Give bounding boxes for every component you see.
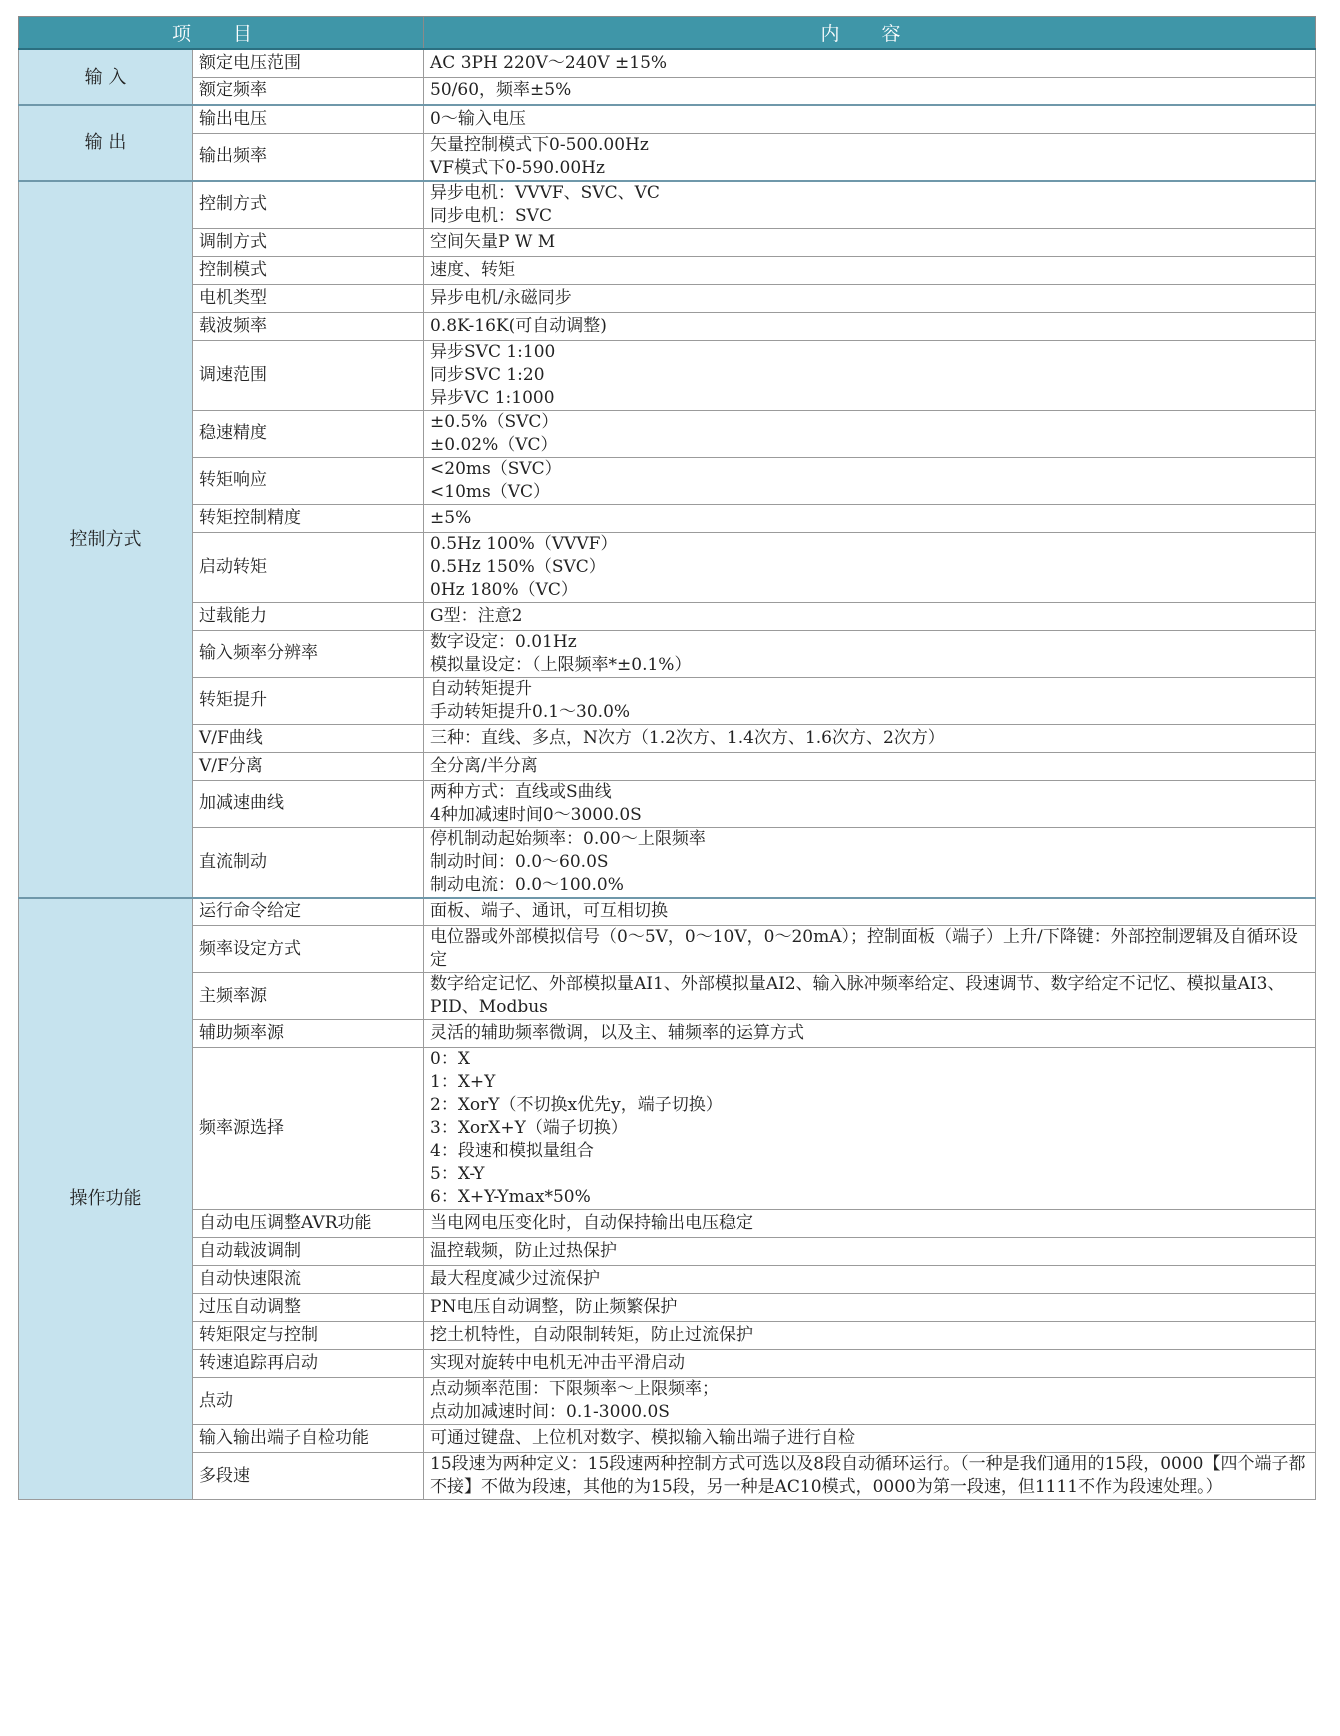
value-cell bbox=[424, 532, 1316, 602]
table-row bbox=[19, 181, 1316, 229]
value-line: 0～输入电压 bbox=[430, 108, 526, 129]
value-line: AC 3PH 220V～240V ±15% bbox=[430, 52, 668, 73]
table-row bbox=[19, 973, 1316, 1020]
item-cell: V/F分离 bbox=[193, 752, 424, 780]
item-cell: 转速追踪再启动 bbox=[193, 1350, 424, 1378]
value-line: 异步SVC 1:100 bbox=[430, 341, 556, 362]
value-cell bbox=[424, 228, 1316, 256]
value-line: VF模式下0-590.00Hz bbox=[430, 157, 605, 178]
value-line: 0.8K-16K(可自动调整) bbox=[430, 315, 607, 336]
item-cell: 启动转矩 bbox=[193, 532, 424, 602]
table-row bbox=[19, 457, 1316, 504]
value-line: 6：X+Y-Ymax*50% bbox=[430, 1187, 591, 1207]
value-line: 制动电流：0.0～100.0% bbox=[430, 874, 624, 895]
table-row bbox=[19, 504, 1316, 532]
item-cell: 额定电压范围 bbox=[193, 49, 424, 77]
table-row bbox=[19, 630, 1316, 677]
value-line: 0：X bbox=[430, 1049, 470, 1069]
item-cell: 加减速曲线 bbox=[193, 780, 424, 827]
value-line: 点动加减速时间：0.1-3000.0S bbox=[430, 1402, 670, 1422]
value-line: 2：XorY（不切换x优先y，端子切换） bbox=[430, 1095, 723, 1115]
item-cell: 直流制动 bbox=[193, 827, 424, 898]
value-line: 手动转矩提升0.1～30.0% bbox=[430, 701, 631, 722]
value-line: <10ms（VC） bbox=[430, 481, 551, 502]
value-cell bbox=[424, 181, 1316, 229]
category-cell: 输 入 bbox=[19, 49, 193, 105]
table-row bbox=[19, 1210, 1316, 1238]
value-line: 面板、端子、通讯，可互相切换 bbox=[430, 901, 669, 922]
table-row bbox=[19, 77, 1316, 105]
value-line: 实现对旋转中电机无冲击平滑启动 bbox=[430, 1353, 686, 1373]
value-line: 当电网电压变化时，自动保持输出电压稳定 bbox=[430, 1213, 754, 1233]
item-cell: 过压自动调整 bbox=[193, 1294, 424, 1322]
value-cell bbox=[424, 1266, 1316, 1294]
item-cell: 输出电压 bbox=[193, 105, 424, 133]
value-line: 异步VC 1:1000 bbox=[430, 387, 555, 408]
table-body bbox=[19, 49, 1316, 1500]
item-cell: 输入输出端子自检功能 bbox=[193, 1425, 424, 1453]
value-line: 挖土机特性，自动限制转矩，防止过流保护 bbox=[430, 1325, 754, 1345]
item-cell: 控制方式 bbox=[193, 181, 424, 229]
value-cell bbox=[424, 1378, 1316, 1425]
value-line: 停机制动起始频率：0.00～上限频率 bbox=[430, 828, 706, 849]
value-cell bbox=[424, 926, 1316, 973]
table-row bbox=[19, 1266, 1316, 1294]
value-cell bbox=[424, 457, 1316, 504]
item-cell: 自动载波调制 bbox=[193, 1238, 424, 1266]
value-line: 灵活的辅助频率微调，以及主、辅频率的运算方式 bbox=[430, 1023, 805, 1043]
table-row bbox=[19, 827, 1316, 898]
item-cell: 点动 bbox=[193, 1378, 424, 1425]
value-line: 数字设定：0.01Hz bbox=[430, 631, 577, 652]
value-cell bbox=[424, 1048, 1316, 1210]
item-cell: 转矩响应 bbox=[193, 457, 424, 504]
table-row bbox=[19, 780, 1316, 827]
table-row bbox=[19, 532, 1316, 602]
value-line: 速度、转矩 bbox=[430, 259, 516, 280]
table-row bbox=[19, 228, 1316, 256]
value-cell bbox=[424, 105, 1316, 133]
value-cell bbox=[424, 256, 1316, 284]
value-cell bbox=[424, 752, 1316, 780]
value-cell bbox=[424, 1425, 1316, 1453]
value-line: 自动转矩提升 bbox=[430, 678, 533, 699]
item-cell: 自动电压调整AVR功能 bbox=[193, 1210, 424, 1238]
table-row bbox=[19, 256, 1316, 284]
value-line: 制动时间：0.0～60.0S bbox=[430, 851, 609, 872]
value-line: 15段速为两种定义：15段速两种控制方式可选以及8段自动循环运行。（一种是我们通用的15段，0000【四个端子都不接】不做为段速，其他的为15段，另一种是AC10模式，0000为第一段速，但1111不作为段速处理。） bbox=[430, 1454, 1306, 1497]
value-line: 全分离/半分离 bbox=[430, 755, 538, 776]
table-row bbox=[19, 133, 1316, 181]
value-line: G型：注意2 bbox=[430, 605, 523, 626]
value-line: ±5% bbox=[430, 507, 472, 528]
value-line: 5：X-Y bbox=[430, 1164, 485, 1184]
spec-table bbox=[18, 16, 1316, 1500]
item-cell: 调速范围 bbox=[193, 340, 424, 410]
category-cell: 操作功能 bbox=[19, 898, 193, 1500]
value-cell bbox=[424, 1453, 1316, 1500]
value-line: 矢量控制模式下0-500.00Hz bbox=[430, 134, 649, 155]
value-line: 4种加减速时间0～3000.0S bbox=[430, 804, 642, 825]
value-cell bbox=[424, 630, 1316, 677]
table-row bbox=[19, 49, 1316, 77]
value-cell bbox=[424, 1210, 1316, 1238]
value-cell bbox=[424, 780, 1316, 827]
table-row bbox=[19, 1425, 1316, 1453]
value-cell bbox=[424, 973, 1316, 1020]
category-cell: 控制方式 bbox=[19, 181, 193, 898]
item-cell: 转矩控制精度 bbox=[193, 504, 424, 532]
value-cell bbox=[424, 340, 1316, 410]
table-header bbox=[19, 17, 1316, 50]
value-line: 电位器或外部模拟信号（0～5V，0～10V，0～20mA）；控制面板（端子）上升/下降键：外部控制逻辑及自循环设定 bbox=[430, 927, 1298, 970]
value-line: 4：段速和模拟量组合 bbox=[430, 1141, 594, 1161]
item-cell: 电机类型 bbox=[193, 284, 424, 312]
value-line: 三种：直线、多点，N次方（1.2次方、1.4次方、1.6次方、2次方） bbox=[430, 727, 945, 748]
table-row bbox=[19, 1238, 1316, 1266]
item-cell: 转矩限定与控制 bbox=[193, 1322, 424, 1350]
value-cell bbox=[424, 410, 1316, 457]
item-cell: 调制方式 bbox=[193, 228, 424, 256]
item-cell: 过载能力 bbox=[193, 602, 424, 630]
value-line: PN电压自动调整，防止频繁保护 bbox=[430, 1297, 678, 1317]
header-content: 内 容 bbox=[424, 17, 1316, 50]
table-row bbox=[19, 724, 1316, 752]
table-row bbox=[19, 1020, 1316, 1048]
value-line: 异步电机：VVVF、SVC、VC bbox=[430, 182, 660, 203]
table-row bbox=[19, 410, 1316, 457]
item-cell: 控制模式 bbox=[193, 256, 424, 284]
value-cell bbox=[424, 1294, 1316, 1322]
value-cell bbox=[424, 1350, 1316, 1378]
value-line: 3：XorX+Y（端子切换） bbox=[430, 1118, 628, 1138]
value-cell bbox=[424, 827, 1316, 898]
value-line: 最大程度减少过流保护 bbox=[430, 1269, 601, 1289]
item-cell: 输出频率 bbox=[193, 133, 424, 181]
value-line: 50/60，频率±5% bbox=[430, 80, 572, 101]
item-cell: 频率设定方式 bbox=[193, 926, 424, 973]
item-cell: 转矩提升 bbox=[193, 677, 424, 724]
table-row bbox=[19, 1322, 1316, 1350]
value-cell bbox=[424, 504, 1316, 532]
value-cell bbox=[424, 1322, 1316, 1350]
value-line: 模拟量设定：（上限频率*±0.1%） bbox=[430, 654, 692, 675]
table-row bbox=[19, 926, 1316, 973]
table-row bbox=[19, 284, 1316, 312]
item-cell: 运行命令给定 bbox=[193, 898, 424, 926]
value-cell bbox=[424, 133, 1316, 181]
value-cell bbox=[424, 77, 1316, 105]
value-line: 数字给定记忆、外部模拟量AI1、外部模拟量AI2、输入脉冲频率给定、段速调节、数字给定不记忆、模拟量AI3、PID、Modbus bbox=[430, 974, 1285, 1017]
value-cell bbox=[424, 1238, 1316, 1266]
table-row bbox=[19, 1378, 1316, 1425]
item-cell: 多段速 bbox=[193, 1453, 424, 1500]
table-row bbox=[19, 312, 1316, 340]
value-line: 两种方式：直线或S曲线 bbox=[430, 781, 612, 802]
value-line: 温控载频，防止过热保护 bbox=[430, 1241, 618, 1261]
item-cell: 载波频率 bbox=[193, 312, 424, 340]
value-line: 0Hz 180%（VC） bbox=[430, 579, 578, 600]
item-cell: 稳速精度 bbox=[193, 410, 424, 457]
value-line: ±0.5%（SVC） bbox=[430, 411, 559, 432]
table-row bbox=[19, 898, 1316, 926]
value-line: ±0.02%（VC） bbox=[430, 434, 558, 455]
table-row bbox=[19, 105, 1316, 133]
item-cell: 频率源选择 bbox=[193, 1048, 424, 1210]
header-item: 项 目 bbox=[19, 17, 424, 50]
value-cell bbox=[424, 284, 1316, 312]
table-row bbox=[19, 1350, 1316, 1378]
item-cell: 辅助频率源 bbox=[193, 1020, 424, 1048]
value-cell bbox=[424, 312, 1316, 340]
value-line: 点动频率范围：下限频率～上限频率； bbox=[430, 1379, 720, 1399]
table-row bbox=[19, 340, 1316, 410]
value-cell bbox=[424, 724, 1316, 752]
value-cell bbox=[424, 602, 1316, 630]
item-cell: 主频率源 bbox=[193, 973, 424, 1020]
value-line: 同步电机：SVC bbox=[430, 205, 552, 226]
spec-table-container bbox=[18, 16, 1315, 1500]
table-row bbox=[19, 1048, 1316, 1210]
value-cell bbox=[424, 898, 1316, 926]
value-line: 同步SVC 1:20 bbox=[430, 364, 545, 385]
item-cell: 输入频率分辨率 bbox=[193, 630, 424, 677]
item-cell: 额定频率 bbox=[193, 77, 424, 105]
table-row bbox=[19, 1453, 1316, 1500]
value-line: <20ms（SVC） bbox=[430, 458, 562, 479]
item-cell: 自动快速限流 bbox=[193, 1266, 424, 1294]
value-line: 0.5Hz 100%（VVVF） bbox=[430, 533, 618, 554]
value-line: 0.5Hz 150%（SVC） bbox=[430, 556, 606, 577]
table-row bbox=[19, 602, 1316, 630]
value-cell bbox=[424, 677, 1316, 724]
value-cell bbox=[424, 1020, 1316, 1048]
value-line: 空间矢量P W M bbox=[430, 231, 556, 252]
value-cell bbox=[424, 49, 1316, 77]
table-row bbox=[19, 677, 1316, 724]
value-line: 可通过键盘、上位机对数字、模拟输入输出端子进行自检 bbox=[430, 1428, 856, 1448]
value-line: 1：X+Y bbox=[430, 1072, 496, 1092]
item-cell: V/F曲线 bbox=[193, 724, 424, 752]
table-row bbox=[19, 1294, 1316, 1322]
table-row bbox=[19, 752, 1316, 780]
value-line: 异步电机/永磁同步 bbox=[430, 287, 572, 308]
category-cell: 输 出 bbox=[19, 105, 193, 181]
